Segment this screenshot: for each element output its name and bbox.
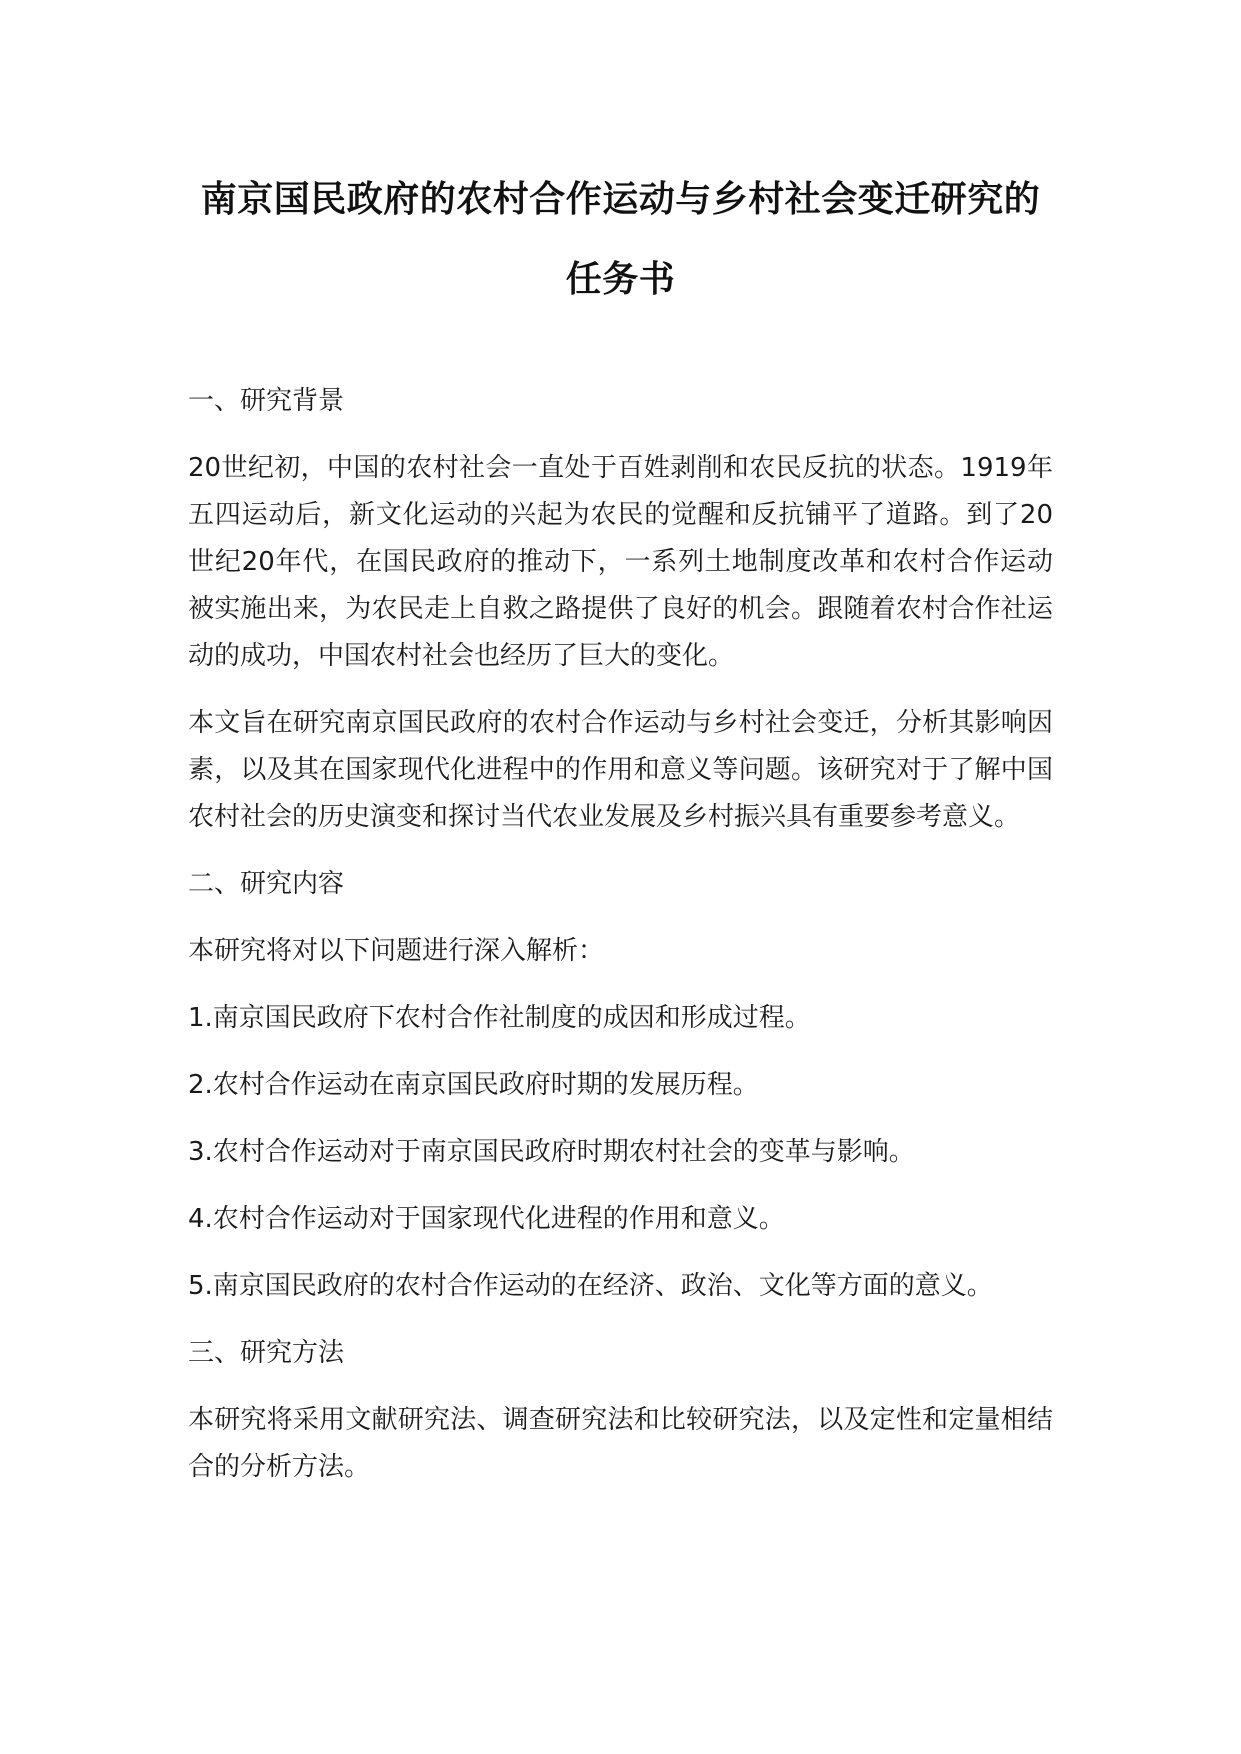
background-paragraph-2: 本文旨在研究南京国民政府的农村合作运动与乡村社会变迁，分析其影响因素，以及其在国家现代化进程中的作用和意义等问题。该研究对于了解中国农村社会的历史演变和探讨当代农业发展及乡村振兴具有重要参考意义。 xyxy=(188,708,1053,832)
content-list-item: 3.农村合作运动对于南京国民政府时期农村社会的变革与影响。 xyxy=(188,1137,915,1167)
background-paragraph-1: 20世纪初，中国的农村社会一直处于百姓剥削和农民反抗的状态。1919年五四运动后，新文化运动的兴起为农民的觉醒和反抗铺平了道路。到了20世纪20年代，在国民政府的推动下，一系列土地制度改革和农村合作运动被实施出来，为农民走上自救之路提供了良好的机会。跟随着农村合作社运动的成功，中国农村社会也经历了巨大的变化。 xyxy=(188,453,1053,671)
section-heading-content: 二、研究内容 xyxy=(188,869,345,899)
method-paragraph: 本研究将采用文献研究法、调查研究法和比较研究法，以及定性和定量相结合的分析方法。 xyxy=(188,1405,1053,1482)
content-list-item: 5.南京国民政府的农村合作运动的在经济、政治、文化等方面的意义。 xyxy=(188,1271,993,1301)
content-list-item: 2.农村合作运动在南京国民政府时期的发展历程。 xyxy=(188,1070,759,1100)
document-title: 南京国民政府的农村合作运动与乡村社会变迁研究的任务书 xyxy=(200,179,1041,300)
content-list-item: 4.农村合作运动对于国家现代化进程的作用和意义。 xyxy=(188,1204,785,1234)
document-body xyxy=(188,378,1053,1491)
content-intro: 本研究将对以下问题进行深入解析： xyxy=(188,936,605,966)
content-list-item: 1.南京国民政府下农村合作社制度的成因和形成过程。 xyxy=(188,1003,811,1033)
section-heading-background: 一、研究背景 xyxy=(188,386,345,416)
section-heading-method: 三、研究方法 xyxy=(188,1338,345,1368)
